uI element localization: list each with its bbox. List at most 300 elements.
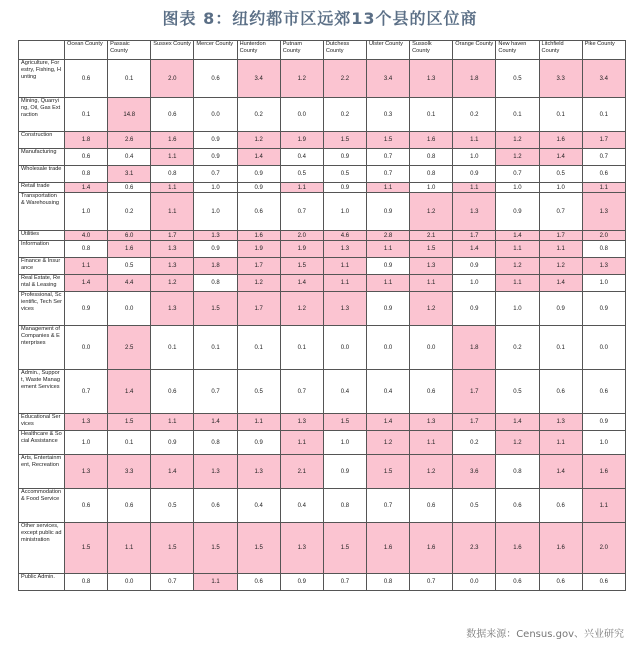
table-cell: 1.5 xyxy=(194,523,237,574)
table-cell: 1.0 xyxy=(194,183,237,193)
table-cell: 0.6 xyxy=(151,98,194,132)
table-cell: 0.4 xyxy=(280,149,323,166)
table-cell: 1.3 xyxy=(151,292,194,326)
table-cell: 0.7 xyxy=(366,149,409,166)
row-label: Management of Companies & Enterprises xyxy=(19,326,65,370)
table-cell: 1.1 xyxy=(582,183,625,193)
table-cell: 0.8 xyxy=(496,455,539,489)
table-cell: 1.4 xyxy=(280,275,323,292)
table-cell: 1.4 xyxy=(65,275,108,292)
table-cell: 0.4 xyxy=(323,370,366,414)
table-cell: 0.6 xyxy=(108,489,151,523)
corner-cell xyxy=(19,41,65,60)
table-cell: 0.4 xyxy=(280,489,323,523)
table-body xyxy=(19,60,626,591)
table-cell: 1.6 xyxy=(151,132,194,149)
table-cell: 1.0 xyxy=(323,431,366,455)
table-row xyxy=(19,292,626,326)
table-cell: 1.8 xyxy=(65,132,108,149)
table-cell: 1.7 xyxy=(453,231,496,241)
table-cell: 1.2 xyxy=(496,132,539,149)
table-cell: 1.9 xyxy=(280,241,323,258)
table-cell: 0.4 xyxy=(366,370,409,414)
table-cell: 1.1 xyxy=(194,574,237,591)
table-cell: 0.7 xyxy=(582,149,625,166)
column-header: New haven County xyxy=(496,41,539,60)
table-cell: 0.9 xyxy=(539,292,582,326)
table-cell: 0.9 xyxy=(366,193,409,231)
table-cell: 1.6 xyxy=(410,132,453,149)
table-cell: 4.6 xyxy=(323,231,366,241)
row-label: Agriculture, Forestry, Fishing, Hunting xyxy=(19,60,65,98)
table-cell: 1.0 xyxy=(453,149,496,166)
table-cell: 0.6 xyxy=(108,183,151,193)
table-cell: 0.9 xyxy=(280,574,323,591)
table-cell: 1.7 xyxy=(453,414,496,431)
table-cell: 1.3 xyxy=(453,193,496,231)
table-cell: 1.6 xyxy=(496,523,539,574)
table-cell: 1.5 xyxy=(366,455,409,489)
table-cell: 3.3 xyxy=(539,60,582,98)
table-cell: 1.5 xyxy=(366,132,409,149)
table-cell: 2.3 xyxy=(453,523,496,574)
table-cell: 0.5 xyxy=(280,166,323,183)
row-label: Public Admin. xyxy=(19,574,65,591)
table-cell: 1.7 xyxy=(453,370,496,414)
table-row xyxy=(19,455,626,489)
table-cell: 3.6 xyxy=(453,455,496,489)
table-cell: 14.8 xyxy=(108,98,151,132)
table-cell: 1.4 xyxy=(194,414,237,431)
table-row xyxy=(19,60,626,98)
table-row xyxy=(19,574,626,591)
table-cell: 0.3 xyxy=(366,98,409,132)
table-row xyxy=(19,98,626,132)
table-cell: 1.3 xyxy=(280,523,323,574)
table-cell: 1.1 xyxy=(151,149,194,166)
table-cell: 0.8 xyxy=(582,241,625,258)
table-row xyxy=(19,489,626,523)
table-cell: 1.5 xyxy=(194,292,237,326)
table-cell: 1.1 xyxy=(453,183,496,193)
table-cell: 1.3 xyxy=(151,258,194,275)
table-cell: 0.1 xyxy=(539,98,582,132)
table-cell: 1.0 xyxy=(410,183,453,193)
table-cell: 0.9 xyxy=(237,431,280,455)
table-cell: 1.7 xyxy=(539,231,582,241)
table-cell: 0.5 xyxy=(151,489,194,523)
table-cell: 0.5 xyxy=(108,258,151,275)
table-cell: 0.2 xyxy=(323,98,366,132)
row-label: Professional, Scientific, Tech Services xyxy=(19,292,65,326)
row-label: Real Estate, Rental & Leasing xyxy=(19,275,65,292)
table-cell: 1.3 xyxy=(323,292,366,326)
table-row xyxy=(19,414,626,431)
table-cell: 2.6 xyxy=(108,132,151,149)
table-cell: 1.1 xyxy=(496,241,539,258)
table-cell: 1.3 xyxy=(65,455,108,489)
table-cell: 0.7 xyxy=(496,166,539,183)
table-cell: 0.9 xyxy=(323,455,366,489)
table-cell: 0.7 xyxy=(151,574,194,591)
table-cell: 0.6 xyxy=(410,489,453,523)
table-cell: 0.9 xyxy=(323,149,366,166)
table-cell: 0.6 xyxy=(582,166,625,183)
table-cell: 1.7 xyxy=(151,231,194,241)
table-cell: 0.1 xyxy=(108,60,151,98)
table-cell: 1.8 xyxy=(453,60,496,98)
source-note: 数据来源：Census.gov、兴业研究 xyxy=(466,629,624,640)
table-cell: 0.8 xyxy=(65,166,108,183)
table-row xyxy=(19,326,626,370)
column-header: Ulster County xyxy=(366,41,409,60)
table-cell: 1.6 xyxy=(366,523,409,574)
table-cell: 1.1 xyxy=(65,258,108,275)
table-row xyxy=(19,166,626,183)
table-cell: 0.1 xyxy=(539,326,582,370)
table-cell: 0.1 xyxy=(410,98,453,132)
table-cell: 2.0 xyxy=(280,231,323,241)
table-cell: 0.9 xyxy=(323,183,366,193)
table-cell: 3.4 xyxy=(366,60,409,98)
table-cell: 0.0 xyxy=(194,98,237,132)
table-cell: 1.3 xyxy=(582,193,625,231)
table-cell: 0.6 xyxy=(539,370,582,414)
table-cell: 1.3 xyxy=(582,258,625,275)
table-cell: 0.6 xyxy=(237,574,280,591)
table-cell: 0.7 xyxy=(539,193,582,231)
table-cell: 1.4 xyxy=(453,241,496,258)
table-cell: 1.4 xyxy=(539,455,582,489)
table-cell: 0.7 xyxy=(323,574,366,591)
table-row xyxy=(19,275,626,292)
table-cell: 0.9 xyxy=(194,132,237,149)
column-header: Orange County xyxy=(453,41,496,60)
table-row xyxy=(19,523,626,574)
table-cell: 1.3 xyxy=(410,60,453,98)
table-cell: 0.0 xyxy=(323,326,366,370)
table-row xyxy=(19,183,626,193)
table-cell: 1.4 xyxy=(539,149,582,166)
table-cell: 1.0 xyxy=(496,292,539,326)
table-cell: 0.4 xyxy=(108,149,151,166)
table-cell: 3.3 xyxy=(108,455,151,489)
table-cell: 0.8 xyxy=(323,489,366,523)
table-cell: 1.0 xyxy=(65,193,108,231)
table-cell: 1.9 xyxy=(280,132,323,149)
table-cell: 0.6 xyxy=(194,60,237,98)
table-cell: 1.3 xyxy=(151,241,194,258)
table-cell: 1.3 xyxy=(194,231,237,241)
table-cell: 1.1 xyxy=(323,258,366,275)
table-cell: 1.5 xyxy=(108,414,151,431)
table-cell: 0.1 xyxy=(65,98,108,132)
table-cell: 1.1 xyxy=(410,275,453,292)
table-cell: 0.2 xyxy=(453,431,496,455)
table-cell: 2.1 xyxy=(410,231,453,241)
table-cell: 1.2 xyxy=(496,431,539,455)
table-cell: 0.6 xyxy=(410,370,453,414)
table-cell: 0.0 xyxy=(410,326,453,370)
table-cell: 1.5 xyxy=(65,523,108,574)
table-cell: 0.7 xyxy=(410,574,453,591)
row-label: Admin., Support, Waste Management Services xyxy=(19,370,65,414)
row-label: Finance & Insurance xyxy=(19,258,65,275)
table-cell: 1.1 xyxy=(280,183,323,193)
table-row xyxy=(19,149,626,166)
table-cell: 0.7 xyxy=(280,193,323,231)
table-cell: 1.4 xyxy=(366,414,409,431)
table-cell: 1.2 xyxy=(237,275,280,292)
table-cell: 1.1 xyxy=(410,431,453,455)
table-cell: 0.6 xyxy=(496,574,539,591)
row-label: Retail trade xyxy=(19,183,65,193)
table-row xyxy=(19,132,626,149)
table-cell: 0.8 xyxy=(410,166,453,183)
table-cell: 1.6 xyxy=(582,455,625,489)
table-cell: 0.6 xyxy=(582,370,625,414)
table-cell: 0.0 xyxy=(582,326,625,370)
table-cell: 1.2 xyxy=(151,275,194,292)
table-row xyxy=(19,370,626,414)
table-cell: 0.0 xyxy=(65,326,108,370)
table-cell: 0.9 xyxy=(453,292,496,326)
table-cell: 1.2 xyxy=(410,193,453,231)
table-cell: 2.5 xyxy=(108,326,151,370)
table-cell: 1.0 xyxy=(453,275,496,292)
table-cell: 0.7 xyxy=(194,166,237,183)
table-cell: 1.3 xyxy=(410,258,453,275)
table-cell: 0.6 xyxy=(539,574,582,591)
table-cell: 1.2 xyxy=(496,149,539,166)
table-cell: 1.3 xyxy=(194,455,237,489)
table-row xyxy=(19,258,626,275)
table-cell: 0.9 xyxy=(366,258,409,275)
table-cell: 0.1 xyxy=(108,431,151,455)
table-cell: 0.8 xyxy=(194,431,237,455)
row-label: Manufacturing xyxy=(19,149,65,166)
table-cell: 2.2 xyxy=(323,60,366,98)
column-header: Pike County xyxy=(582,41,625,60)
column-header: Putnam County xyxy=(280,41,323,60)
row-label: Wholesale trade xyxy=(19,166,65,183)
table-row xyxy=(19,193,626,231)
table-cell: 0.1 xyxy=(151,326,194,370)
table-cell: 3.1 xyxy=(108,166,151,183)
table-cell: 1.0 xyxy=(323,193,366,231)
table-cell: 0.8 xyxy=(65,241,108,258)
table-cell: 1.1 xyxy=(151,193,194,231)
table-cell: 1.4 xyxy=(151,455,194,489)
table-cell: 1.6 xyxy=(237,231,280,241)
table-cell: 1.0 xyxy=(539,183,582,193)
table-cell: 2.0 xyxy=(582,523,625,574)
table-cell: 0.2 xyxy=(237,98,280,132)
table-cell: 1.0 xyxy=(65,431,108,455)
table-cell: 1.1 xyxy=(151,183,194,193)
table-cell: 1.0 xyxy=(582,431,625,455)
table-cell: 2.8 xyxy=(366,231,409,241)
table-cell: 0.9 xyxy=(65,292,108,326)
table-cell: 1.2 xyxy=(496,258,539,275)
table-container xyxy=(18,40,625,591)
table-cell: 0.0 xyxy=(280,98,323,132)
table-cell: 0.0 xyxy=(453,574,496,591)
table-cell: 0.5 xyxy=(496,370,539,414)
table-cell: 1.5 xyxy=(151,523,194,574)
table-cell: 0.2 xyxy=(108,193,151,231)
table-cell: 1.3 xyxy=(65,414,108,431)
table-cell: 0.6 xyxy=(496,489,539,523)
table-cell: 2.0 xyxy=(582,231,625,241)
table-cell: 1.1 xyxy=(323,275,366,292)
table-cell: 1.1 xyxy=(366,183,409,193)
row-label: Information xyxy=(19,241,65,258)
table-cell: 0.0 xyxy=(108,574,151,591)
column-header: Sussolk County xyxy=(410,41,453,60)
table-cell: 0.9 xyxy=(151,431,194,455)
table-cell: 0.6 xyxy=(194,489,237,523)
row-label: Accommodation & Food Service xyxy=(19,489,65,523)
column-header: Hunterdon County xyxy=(237,41,280,60)
row-label: Other services, except public administration xyxy=(19,523,65,574)
row-label: Educational Services xyxy=(19,414,65,431)
table-cell: 0.8 xyxy=(151,166,194,183)
table-cell: 0.4 xyxy=(237,489,280,523)
table-cell: 0.1 xyxy=(237,326,280,370)
table-cell: 1.1 xyxy=(453,132,496,149)
row-label: Arts, Entertainment, Recreation xyxy=(19,455,65,489)
table-cell: 1.2 xyxy=(280,292,323,326)
table-cell: 1.1 xyxy=(366,275,409,292)
table-cell: 1.5 xyxy=(410,241,453,258)
table-row xyxy=(19,231,626,241)
table-cell: 0.9 xyxy=(582,292,625,326)
table-cell: 0.0 xyxy=(108,292,151,326)
row-label: Utilities xyxy=(19,231,65,241)
table-cell: 0.5 xyxy=(323,166,366,183)
table-cell: 1.2 xyxy=(280,60,323,98)
table-cell: 0.6 xyxy=(65,149,108,166)
table-cell: 1.2 xyxy=(539,258,582,275)
table-cell: 1.3 xyxy=(539,414,582,431)
table-cell: 4.0 xyxy=(65,231,108,241)
table-cell: 0.2 xyxy=(453,98,496,132)
table-cell: 0.5 xyxy=(539,166,582,183)
table-cell: 0.8 xyxy=(366,574,409,591)
table-cell: 0.9 xyxy=(453,166,496,183)
table-cell: 0.6 xyxy=(65,489,108,523)
table-cell: 1.1 xyxy=(151,414,194,431)
table-cell: 3.4 xyxy=(582,60,625,98)
column-header: Mercer County xyxy=(194,41,237,60)
table-cell: 0.7 xyxy=(366,489,409,523)
header-row xyxy=(19,41,626,60)
table-cell: 0.0 xyxy=(366,326,409,370)
table-cell: 0.2 xyxy=(496,326,539,370)
table-cell: 1.2 xyxy=(410,292,453,326)
column-header: Dutchess County xyxy=(323,41,366,60)
table-cell: 1.4 xyxy=(65,183,108,193)
table-cell: 0.1 xyxy=(194,326,237,370)
table-cell: 1.1 xyxy=(582,489,625,523)
table-cell: 1.3 xyxy=(410,414,453,431)
table-row xyxy=(19,241,626,258)
table-cell: 3.4 xyxy=(237,60,280,98)
table-cell: 0.5 xyxy=(496,60,539,98)
table-cell: 0.8 xyxy=(194,275,237,292)
table-cell: 1.1 xyxy=(108,523,151,574)
table-cell: 1.1 xyxy=(280,431,323,455)
table-cell: 1.2 xyxy=(237,132,280,149)
table-cell: 1.5 xyxy=(323,132,366,149)
table-cell: 1.6 xyxy=(539,523,582,574)
table-cell: 0.9 xyxy=(496,193,539,231)
table-cell: 0.7 xyxy=(65,370,108,414)
table-row xyxy=(19,431,626,455)
location-quotient-table xyxy=(18,40,626,591)
table-cell: 1.7 xyxy=(237,258,280,275)
table-cell: 1.4 xyxy=(496,414,539,431)
chart-title: 图表 8：纽约都市区远郊13个县的区位商 xyxy=(162,9,478,28)
table-cell: 1.6 xyxy=(108,241,151,258)
table-cell: 0.9 xyxy=(194,241,237,258)
table-cell: 1.1 xyxy=(366,241,409,258)
table-cell: 1.3 xyxy=(323,241,366,258)
table-cell: 0.7 xyxy=(366,166,409,183)
table-cell: 0.9 xyxy=(366,292,409,326)
table-cell: 0.9 xyxy=(237,183,280,193)
row-label: Healthcare & Social Assistance xyxy=(19,431,65,455)
row-label: Mining, Quarrying, Oil, Gas Extraction xyxy=(19,98,65,132)
table-cell: 0.6 xyxy=(539,489,582,523)
table-cell: 1.1 xyxy=(539,431,582,455)
table-cell: 1.7 xyxy=(582,132,625,149)
table-cell: 1.7 xyxy=(237,292,280,326)
table-cell: 1.5 xyxy=(323,523,366,574)
table-cell: 0.9 xyxy=(582,414,625,431)
table-cell: 1.0 xyxy=(582,275,625,292)
table-cell: 0.5 xyxy=(453,489,496,523)
table-cell: 1.0 xyxy=(496,183,539,193)
table-cell: 1.6 xyxy=(410,523,453,574)
table-cell: 0.5 xyxy=(237,370,280,414)
table-cell: 2.0 xyxy=(151,60,194,98)
table-cell: 0.9 xyxy=(237,166,280,183)
table-cell: 0.1 xyxy=(280,326,323,370)
table-cell: 1.4 xyxy=(496,231,539,241)
table-cell: 0.9 xyxy=(453,258,496,275)
table-cell: 1.9 xyxy=(237,241,280,258)
table-cell: 0.6 xyxy=(151,370,194,414)
table-cell: 1.4 xyxy=(108,370,151,414)
table-cell: 1.5 xyxy=(323,414,366,431)
column-header: Litchfield County xyxy=(539,41,582,60)
table-cell: 1.4 xyxy=(539,275,582,292)
table-cell: 0.8 xyxy=(65,574,108,591)
table-cell: 1.3 xyxy=(237,455,280,489)
table-cell: 1.2 xyxy=(410,455,453,489)
column-header: Sussex County xyxy=(151,41,194,60)
table-cell: 1.2 xyxy=(366,431,409,455)
table-cell: 0.8 xyxy=(410,149,453,166)
table-cell: 1.5 xyxy=(280,258,323,275)
table-cell: 1.8 xyxy=(194,258,237,275)
table-cell: 0.6 xyxy=(582,574,625,591)
column-header: Ocean County xyxy=(65,41,108,60)
table-cell: 0.6 xyxy=(237,193,280,231)
table-cell: 0.1 xyxy=(496,98,539,132)
